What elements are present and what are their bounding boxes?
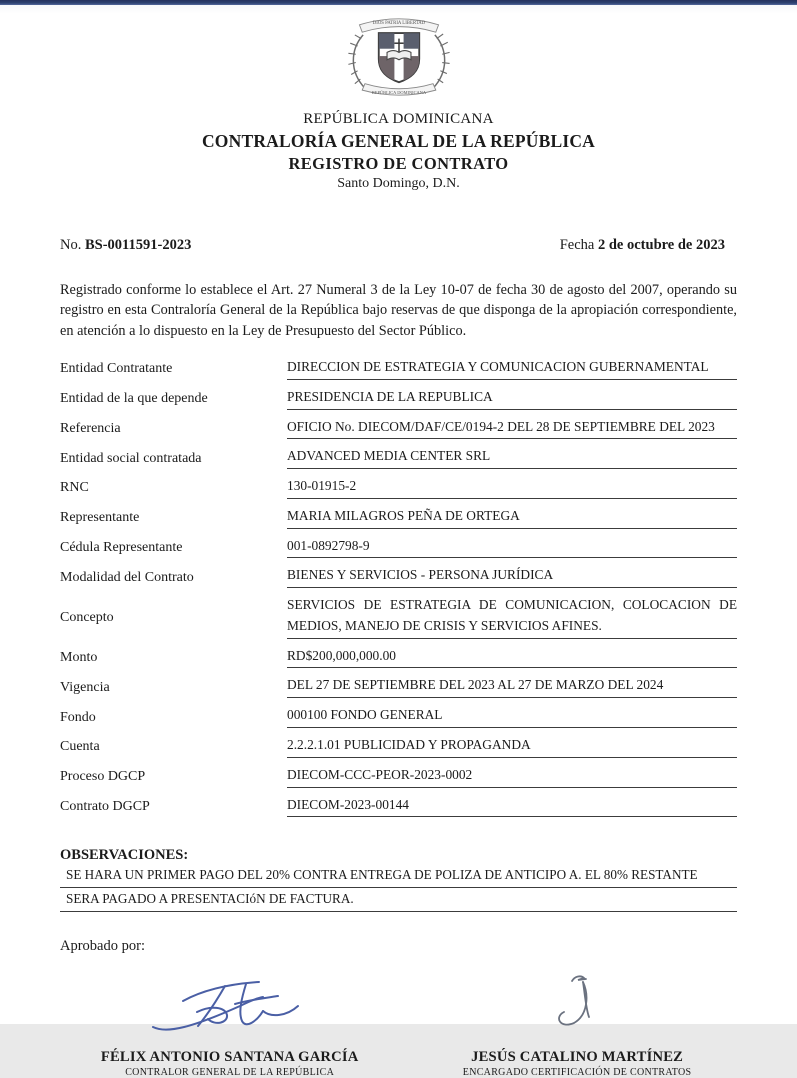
header-institution: CONTRALORÍA GENERAL DE LA REPÚBLICA xyxy=(201,130,596,151)
field-value: DIRECCION DE ESTRATEGIA Y COMUNICACION GUBERNAMENTAL xyxy=(287,357,737,380)
field-row-cedula xyxy=(60,536,737,559)
observation-line: SERA PAGADO A PRESENTACIóN DE FACTURA. xyxy=(60,888,737,912)
signatures-section xyxy=(60,963,737,1078)
field-row-entidad-social xyxy=(60,446,737,469)
field-row-concepto xyxy=(60,595,737,639)
field-value: OFICIO No. DIECOM/DAF/CE/0194-2 DEL 28 DE SEPTIEMBRE DEL 2023 xyxy=(287,417,737,440)
top-accent-bar xyxy=(0,0,797,5)
field-label: Cuenta xyxy=(60,739,100,755)
doc-date-label: Fecha xyxy=(559,237,595,254)
intro-paragraph: Registrado conforme lo establece el Art. 27 Numeral 3 de la Ley 10-07 de fecha 30 de agosto del 2007, operando su registro en esta Contraloría General de la República bajo reservas de que disponga de la apropiación correspondiente, en atención a lo dispuesto en la Ley de Presupuesto del Sector Público. xyxy=(60,282,737,339)
field-value: 000100 FONDO GENERAL xyxy=(287,705,737,728)
field-label: Concepto xyxy=(60,609,114,625)
field-label: Referencia xyxy=(60,420,121,436)
field-label: Vigencia xyxy=(60,679,110,695)
field-row-entidad-contratante xyxy=(60,357,737,380)
observation-line: SE HARA UN PRIMER PAGO DEL 20% CONTRA ENTREGA DE POLIZA DE ANTICIPO A. EL 80% RESTANTE xyxy=(60,864,737,888)
field-label: Cédula Representante xyxy=(60,539,183,555)
field-row-representante xyxy=(60,506,737,529)
svg-text:DIOS PATRIA LIBERTAD: DIOS PATRIA LIBERTAD xyxy=(372,20,425,26)
field-value: DEL 27 DE SEPTIEMBRE DEL 2023 AL 27 DE MARZO DEL 2024 xyxy=(287,675,737,698)
contract-fields-table xyxy=(60,357,737,817)
observations-title: OBSERVACIONES: xyxy=(60,847,189,864)
field-row-contrato-dgcp xyxy=(60,795,737,818)
doc-date-value: 2 de octubre de 2023 xyxy=(597,237,725,254)
field-row-modalidad xyxy=(60,565,737,588)
field-value: DIECOM-2023-00144 xyxy=(287,795,737,818)
field-value: DIECOM-CCC-PEOR-2023-0002 xyxy=(287,765,737,788)
field-value: 130-01915-2 xyxy=(287,476,737,499)
field-row-proceso-dgcp xyxy=(60,765,737,788)
field-label: Entidad de la que depende xyxy=(60,391,208,407)
signer-name: FÉLIX ANTONIO SANTANA GARCÍA xyxy=(100,1048,359,1065)
field-label: Entidad Contratante xyxy=(60,361,173,377)
field-label: Contrato DGCP xyxy=(60,798,150,814)
signature-block-contralor xyxy=(74,963,385,1078)
field-value: 001-0892798-9 xyxy=(287,536,737,559)
field-value: RD$200,000,000.00 xyxy=(287,646,737,669)
field-label: Proceso DGCP xyxy=(60,769,146,785)
field-row-referencia xyxy=(60,417,737,440)
field-row-entidad-depende xyxy=(60,387,737,410)
doc-date xyxy=(560,237,725,254)
field-value: MARIA MILAGROS PEÑA DE ORTEGA xyxy=(287,506,737,529)
doc-number-label: No. xyxy=(60,237,82,254)
approval-label: Aprobado por: xyxy=(60,937,145,954)
field-row-rnc xyxy=(60,476,737,499)
field-label: Entidad social contratada xyxy=(60,450,202,466)
field-label: Modalidad del Contrato xyxy=(60,569,194,585)
signer-title: CONTRALOR GENERAL DE LA REPÚBLICA xyxy=(125,1066,335,1078)
gray-handwritten-signature-icon xyxy=(542,963,612,1041)
field-label: Representante xyxy=(60,510,140,526)
svg-text:REPÚBLICA DOMINICANA: REPÚBLICA DOMINICANA xyxy=(371,89,426,95)
field-value: PRESIDENCIA DE LA REPUBLICA xyxy=(287,387,737,410)
field-label: Fondo xyxy=(60,709,96,725)
dominican-coat-of-arms-icon xyxy=(338,11,460,108)
field-label: Monto xyxy=(60,650,98,666)
doc-number xyxy=(60,237,191,254)
field-row-monto xyxy=(60,646,737,669)
blue-handwritten-signature-icon xyxy=(145,963,315,1041)
field-value: BIENES Y SERVICIOS - PERSONA JURÍDICA xyxy=(287,565,737,588)
field-label: RNC xyxy=(60,480,89,496)
field-value: ADVANCED MEDIA CENTER SRL xyxy=(287,446,737,469)
field-value: 2.2.2.1.01 PUBLICIDAD Y PROPAGANDA xyxy=(287,735,737,758)
field-row-fondo xyxy=(60,705,737,728)
header-country: REPÚBLICA DOMINICANA xyxy=(303,111,494,127)
signer-title: ENCARGADO CERTIFICACIÓN DE CONTRATOS xyxy=(462,1066,692,1078)
signer-name: JESÚS CATALINO MARTÍNEZ xyxy=(471,1048,684,1065)
field-row-vigencia xyxy=(60,675,737,698)
document-meta-row xyxy=(60,237,737,254)
signature-block-encargado xyxy=(421,963,732,1078)
field-row-cuenta xyxy=(60,735,737,758)
header-doc-type: REGISTRO DE CONTRATO xyxy=(288,153,509,173)
field-value: SERVICIOS DE ESTRATEGIA DE COMUNICACION, COLOCACION DE MEDIOS, MANEJO DE CRISIS Y SERVICIOS AFINES. xyxy=(287,595,737,639)
document-header xyxy=(0,110,797,193)
observations-section xyxy=(60,847,737,912)
header-city: Santo Domingo, D.N. xyxy=(337,175,460,191)
doc-number-value: BS-0011591-2023 xyxy=(84,237,192,254)
